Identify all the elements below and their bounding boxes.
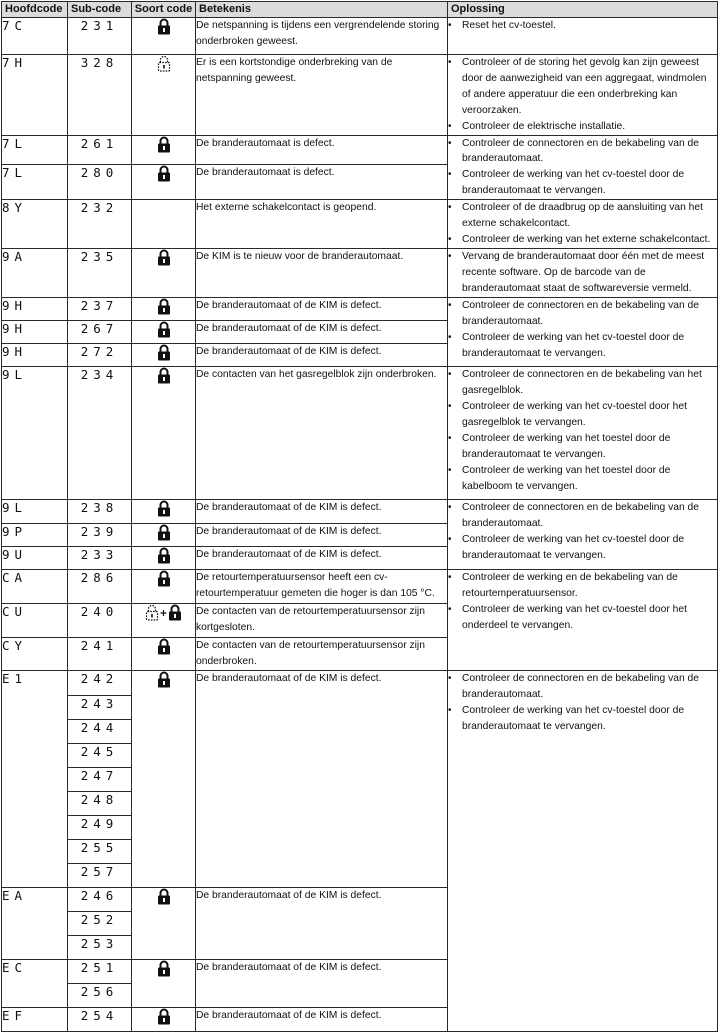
- subcode-cell: 234: [68, 367, 132, 500]
- betekenis-cell: De contacten van de retourtemperatuursensor zijn onderbroken.: [196, 638, 448, 671]
- subcode-cell: 272: [68, 344, 132, 367]
- code-type-cell: [132, 670, 196, 887]
- oplossing-cell: [448, 249, 718, 298]
- code-type-cell: [132, 638, 196, 671]
- solution-list: [448, 671, 717, 735]
- subcode-cell: 261: [68, 135, 132, 164]
- subcode-cell: 249: [68, 815, 132, 839]
- subcode-cell: 233: [68, 547, 132, 570]
- code-type-cell: [132, 887, 196, 959]
- header-row: [2, 2, 718, 18]
- solution-item: • Reset het cv-toestel.: [448, 18, 717, 34]
- plus-icon: [159, 604, 168, 621]
- oplossing-cell: [448, 670, 718, 1031]
- subcode-cell: 252: [68, 911, 132, 935]
- code-type-cell: [132, 959, 196, 1007]
- code-type-cell: [132, 55, 196, 136]
- oplossing-cell: [448, 135, 718, 200]
- lock-icon: [157, 638, 171, 655]
- subcode-cell: 247: [68, 767, 132, 791]
- solution-item: • Controleer de connectoren en de bekabeling van het gasregelblok.: [448, 367, 717, 399]
- hoofdcode-cell: 7L: [2, 135, 68, 164]
- hoofdcode-cell: CU: [2, 604, 68, 638]
- code-type-cell: [132, 200, 196, 249]
- hoofdcode-cell: 9U: [2, 547, 68, 570]
- solution-list: [448, 200, 717, 248]
- table-row: [2, 367, 718, 500]
- header-soort-code: Soort code: [132, 2, 196, 18]
- subcode-cell: 267: [68, 321, 132, 344]
- lock-icon: [157, 671, 171, 688]
- blocking-icon: [145, 604, 159, 621]
- betekenis-cell: De branderautomaat is defect.: [196, 135, 448, 164]
- lock-icon: [157, 524, 171, 541]
- betekenis-cell: De contacten van het gasregelblok zijn onderbroken.: [196, 367, 448, 500]
- lock-icon: [157, 367, 171, 384]
- betekenis-cell: De branderautomaat of de KIM is defect.: [196, 1007, 448, 1031]
- subcode-cell: 248: [68, 791, 132, 815]
- betekenis-cell: De branderautomaat of de KIM is defect.: [196, 547, 448, 570]
- subcode-cell: 238: [68, 500, 132, 524]
- lock-icon: [157, 500, 171, 517]
- hoofdcode-cell: 8Y: [2, 200, 68, 249]
- lock-icon: [157, 960, 171, 977]
- table-row: [2, 249, 718, 298]
- code-type-cell: [132, 18, 196, 55]
- lock-icon: [157, 136, 171, 153]
- subcode-cell: 256: [68, 983, 132, 1007]
- betekenis-cell: De KIM is te nieuw voor de branderautomaat.: [196, 249, 448, 298]
- subcode-cell: 255: [68, 839, 132, 863]
- header-subcode: Sub-code: [68, 2, 132, 18]
- betekenis-cell: De branderautomaat of de KIM is defect.: [196, 670, 448, 887]
- table-row: [2, 18, 718, 55]
- solution-item: • Controleer de connectoren en de bekabeling van de branderautomaat.: [448, 136, 717, 168]
- code-type-cell: [132, 249, 196, 298]
- code-type-cell: [132, 344, 196, 367]
- table-row: [2, 135, 718, 164]
- solution-list: [448, 136, 717, 200]
- solution-item: • Controleer de werking van het toestel door de branderautomaat te vervangen.: [448, 431, 717, 463]
- code-type-cell: [132, 604, 196, 638]
- solution-item: • Vervang de branderautomaat door één met de meest recente software. Op de barcode van de branderautomaat staat de softwareversie vermeld.: [448, 249, 717, 297]
- betekenis-cell: De contacten van de retourtemperatuursensor zijn kortgesloten.: [196, 604, 448, 638]
- subcode-cell: 237: [68, 298, 132, 321]
- oplossing-cell: [448, 200, 718, 249]
- solution-item: • Controleer de werking van het cv-toestel door de branderautomaat te vervangen.: [448, 330, 717, 362]
- subcode-cell: 246: [68, 887, 132, 911]
- hoofdcode-cell: 9H: [2, 344, 68, 367]
- solution-item: • Controleer de connectoren en de bekabeling van de branderautomaat.: [448, 500, 717, 532]
- solution-item: • Controleer de werking en de bekabeling van de retourtemperatuursensor.: [448, 570, 717, 602]
- oplossing-cell: [448, 18, 718, 55]
- table-row: [2, 670, 718, 695]
- hoofdcode-cell: 9H: [2, 321, 68, 344]
- subcode-cell: 251: [68, 959, 132, 983]
- hoofdcode-cell: 9A: [2, 249, 68, 298]
- solution-item: • Controleer of de storing het gevolg kan zijn geweest door de aanwezigheid van een aggregaat, windmolen of andere apperatuur die een onderbreking kan veroorzaken.: [448, 55, 717, 119]
- betekenis-cell: Er is een kortstondige onderbreking van de netspanning geweest.: [196, 55, 448, 136]
- oplossing-cell: [448, 298, 718, 367]
- hoofdcode-cell: 7L: [2, 164, 68, 199]
- subcode-cell: 243: [68, 695, 132, 719]
- code-type-cell: [132, 547, 196, 570]
- subcode-cell: 239: [68, 524, 132, 547]
- code-type-cell: [132, 135, 196, 164]
- solution-item: • Controleer de werking van het cv-toestel door het onderdeel te vervangen.: [448, 602, 717, 634]
- subcode-cell: 254: [68, 1007, 132, 1031]
- solution-list: [448, 18, 717, 34]
- blocking-icon: [157, 55, 171, 72]
- table-row: [2, 570, 718, 604]
- header-betekenis: Betekenis: [196, 2, 448, 18]
- solution-list: [448, 55, 717, 135]
- hoofdcode-cell: 9L: [2, 500, 68, 524]
- hoofdcode-cell: EC: [2, 959, 68, 1007]
- betekenis-cell: De branderautomaat of de KIM is defect.: [196, 321, 448, 344]
- table-row: [2, 298, 718, 321]
- solution-item: • Controleer de werking van het toestel door de kabelboom te vervangen.: [448, 463, 717, 495]
- betekenis-cell: De branderautomaat of de KIM is defect.: [196, 344, 448, 367]
- betekenis-cell: De branderautomaat of de KIM is defect.: [196, 959, 448, 1007]
- lock-icon: [157, 1008, 171, 1025]
- hoofdcode-cell: EA: [2, 887, 68, 959]
- subcode-cell: 242: [68, 670, 132, 695]
- lock-icon: [168, 604, 182, 621]
- table-body: [2, 18, 718, 1032]
- hoofdcode-cell: EF: [2, 1007, 68, 1031]
- solution-item: • Controleer de werking van het cv-toestel door de branderautomaat te vervangen.: [448, 532, 717, 564]
- hoofdcode-cell: 9P: [2, 524, 68, 547]
- subcode-cell: 244: [68, 719, 132, 743]
- lock-icon: [157, 249, 171, 266]
- lock-icon: [157, 165, 171, 182]
- solution-item: • Controleer de werking van het cv-toestel door het gasregelblok te vervangen.: [448, 399, 717, 431]
- header-hoofdcode: Hoofdcode: [2, 2, 68, 18]
- betekenis-cell: De branderautomaat of de KIM is defect.: [196, 500, 448, 524]
- table-row: [2, 500, 718, 524]
- betekenis-cell: De branderautomaat of de KIM is defect.: [196, 298, 448, 321]
- oplossing-cell: [448, 367, 718, 500]
- subcode-cell: 286: [68, 570, 132, 604]
- solution-list: [448, 249, 717, 297]
- hoofdcode-cell: 9L: [2, 367, 68, 500]
- betekenis-cell: De branderautomaat is defect.: [196, 164, 448, 199]
- betekenis-cell: De retourtemperatuursensor heeft een cv-retourtemperatuur gemeten die hoger is dan 105 °C.: [196, 570, 448, 604]
- solution-list: [448, 367, 717, 494]
- subcode-cell: 235: [68, 249, 132, 298]
- code-type-cell: [132, 367, 196, 500]
- solution-item: • Controleer de connectoren en de bekabeling van de branderautomaat.: [448, 671, 717, 703]
- lock-icon: [157, 298, 171, 315]
- solution-list: [448, 500, 717, 564]
- subcode-cell: 328: [68, 55, 132, 136]
- oplossing-cell: [448, 55, 718, 136]
- hoofdcode-cell: E1: [2, 670, 68, 887]
- hoofdcode-cell: CY: [2, 638, 68, 671]
- solution-item: • Controleer de werking van het cv-toestel door de branderautomaat te vervangen.: [448, 703, 717, 735]
- subcode-cell: 241: [68, 638, 132, 671]
- solution-item: • Controleer de werking van het externe schakelcontact.: [448, 232, 717, 248]
- code-type-cell: [132, 321, 196, 344]
- code-type-cell: [132, 1007, 196, 1031]
- subcode-cell: 231: [68, 18, 132, 55]
- lock-icon: [157, 570, 171, 587]
- table-row: [2, 200, 718, 249]
- betekenis-cell: De branderautomaat of de KIM is defect.: [196, 524, 448, 547]
- betekenis-cell: Het externe schakelcontact is geopend.: [196, 200, 448, 249]
- subcode-cell: 253: [68, 935, 132, 959]
- hoofdcode-cell: CA: [2, 570, 68, 604]
- solution-item: • Controleer de connectoren en de bekabeling van de branderautomaat.: [448, 298, 717, 330]
- betekenis-cell: De netspanning is tijdens een vergrendelende storing onderbroken geweest.: [196, 18, 448, 55]
- code-type-cell: [132, 298, 196, 321]
- subcode-cell: 232: [68, 200, 132, 249]
- hoofdcode-cell: 9H: [2, 298, 68, 321]
- oplossing-cell: [448, 570, 718, 671]
- hoofdcode-cell: 7H: [2, 55, 68, 136]
- code-type-cell: [132, 164, 196, 199]
- lock-icon: [157, 344, 171, 361]
- solution-list: [448, 298, 717, 362]
- code-type-cell: [132, 500, 196, 524]
- oplossing-cell: [448, 500, 718, 570]
- header-oplossing: Oplossing: [448, 2, 718, 18]
- solution-item: • Controleer de werking van het cv-toestel door de branderautomaat te vervangen.: [448, 167, 717, 199]
- betekenis-cell: De branderautomaat of de KIM is defect.: [196, 887, 448, 959]
- table-row: [2, 55, 718, 136]
- code-type-cell: [132, 570, 196, 604]
- solution-item: • Controleer of de draadbrug op de aansluiting van het externe schakelcontact.: [448, 200, 717, 232]
- solution-list: [448, 570, 717, 634]
- lock-icon: [157, 18, 171, 35]
- hoofdcode-cell: 7C: [2, 18, 68, 55]
- lock-icon: [157, 321, 171, 338]
- code-type-cell: [132, 524, 196, 547]
- fault-code-table: [1, 1, 718, 1032]
- solution-item: • Controleer de elektrische installatie.: [448, 119, 717, 135]
- subcode-cell: 245: [68, 743, 132, 767]
- subcode-cell: 257: [68, 863, 132, 887]
- lock-icon: [157, 547, 171, 564]
- subcode-cell: 280: [68, 164, 132, 199]
- lock-icon: [157, 888, 171, 905]
- subcode-cell: 240: [68, 604, 132, 638]
